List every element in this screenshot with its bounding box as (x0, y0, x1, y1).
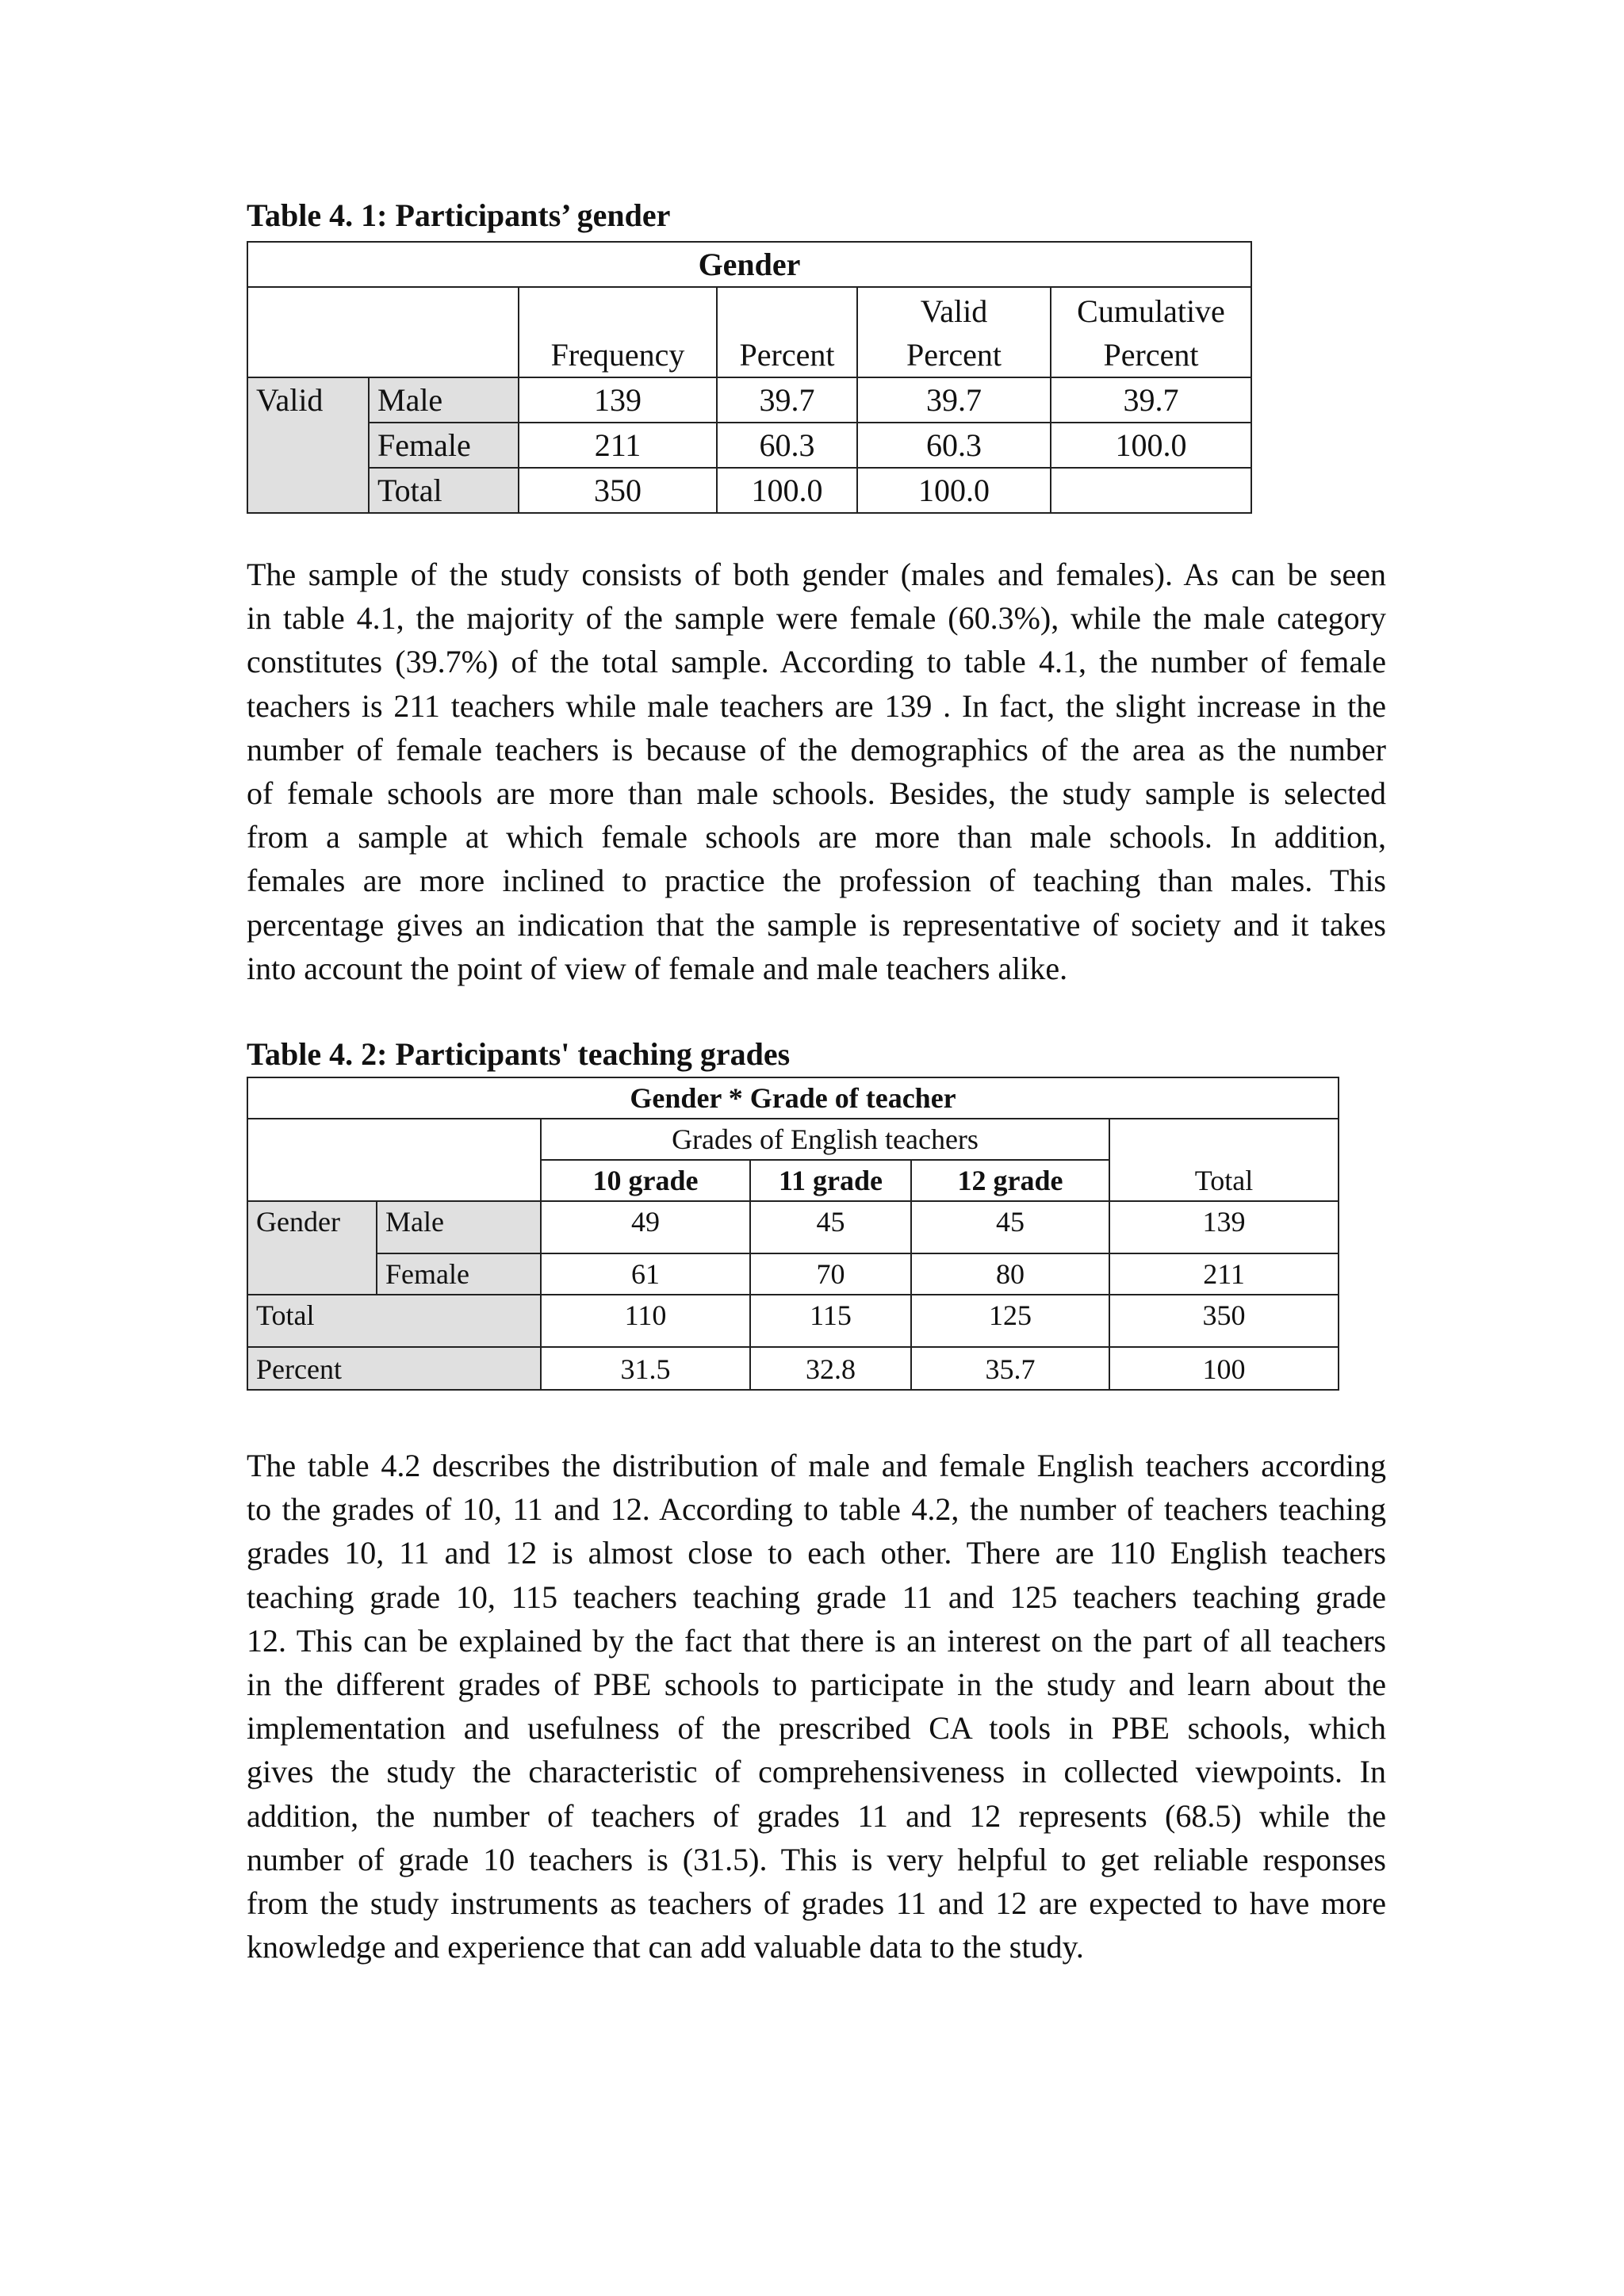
grade-11-column-header: 11 grade (750, 1160, 911, 1201)
text-line: females are more inclined to practice the profession of teaching than males. This (247, 863, 1386, 899)
text-line: in the different grades of PBE schools to participate in the study and learn about the (247, 1666, 1386, 1702)
text-line: into account the point of view of female and male teachers alike. (247, 950, 1068, 986)
row-label-male: Male (377, 1201, 541, 1253)
table-row (247, 423, 1251, 468)
cell: 31.5 (541, 1347, 750, 1390)
table-row (247, 377, 1251, 423)
cell: 100.0 (717, 468, 857, 513)
row-label-total: Total (247, 1295, 541, 1347)
cell: 39.7 (857, 377, 1051, 423)
gender-table (247, 241, 1252, 514)
table-row (247, 468, 1251, 513)
cell: 60.3 (717, 423, 857, 468)
text-line: from a sample at which female schools are more than male schools. In addition, (247, 819, 1386, 855)
grades-table (247, 1077, 1339, 1391)
cell: 115 (750, 1295, 911, 1347)
cell: 211 (1109, 1253, 1339, 1295)
grades-of-english-teachers-header: Grades of English teachers (541, 1119, 1109, 1160)
table1-caption: Table 4. 1: Participants’ gender (247, 197, 671, 233)
text-line: to the grades of 10, 11 and 12. According to table 4.2, the number of teachers teaching (247, 1491, 1386, 1528)
table-row (247, 1347, 1339, 1390)
table2-empty-corner (247, 1119, 541, 1201)
total-column-header: Total (1109, 1119, 1339, 1201)
cell: 139 (1109, 1201, 1339, 1253)
text-line: teachers is 211 teachers while male teachers are 139 . In fact, the slight increase in the (247, 687, 1386, 724)
row-label-total: Total (369, 468, 519, 513)
table1-column-header-row (247, 287, 1251, 377)
cell: 61 (541, 1253, 750, 1295)
text-line: number of grade 10 teachers is (31.5). This is very helpful to get reliable responses (247, 1841, 1386, 1877)
table1-header: Gender (247, 242, 1251, 287)
text-line: constitutes (39.7%) of the total sample. According to table 4.1, the number of female (247, 644, 1386, 680)
cell: 45 (750, 1201, 911, 1253)
paragraph-grades-discussion (247, 1444, 1386, 1969)
grade-12-column-header: 12 grade (911, 1160, 1109, 1201)
cell: 125 (911, 1295, 1109, 1347)
percent-column-header: Percent (717, 287, 857, 377)
text-line: in table 4.1, the majority of the sample were female (60.3%), while the male category (247, 600, 1386, 637)
text-line: The table 4.2 describes the distribution of male and female English teachers according (247, 1448, 1386, 1483)
cell (1051, 468, 1251, 513)
grade-10-column-header: 10 grade (541, 1160, 750, 1201)
text-line: gives the study the characteristic of comprehensiveness in collected viewpoints. In (247, 1754, 1386, 1790)
gender-group-label: Gender (247, 1201, 377, 1295)
text-line: The sample of the study consists of both gender (males and females). As can be seen (247, 557, 1386, 592)
valid-percent-column-header: Valid Percent (857, 287, 1051, 377)
row-label-male: Male (369, 377, 519, 423)
cell: 211 (519, 423, 717, 468)
cell: 100 (1109, 1347, 1339, 1390)
table-row (247, 1201, 1339, 1253)
text-line: percentage gives an indication that the sample is representative of society and it takes (247, 906, 1386, 943)
cell: 139 (519, 377, 717, 423)
text-line: grades 10, 11 and 12 is almost close to each other. There are 110 English teachers (247, 1535, 1386, 1571)
cell: 39.7 (717, 377, 857, 423)
frequency-column-header: Frequency (519, 287, 717, 377)
text-line: implementation and usefulness of the prescribed CA tools in PBE schools, which (247, 1710, 1386, 1747)
table2-subheader-row (247, 1119, 1339, 1160)
text-line: from the study instruments as teachers of grades 11 and 12 are expected to have more (247, 1885, 1386, 1921)
valid-group-label: Valid (247, 377, 369, 513)
cell: 39.7 (1051, 377, 1251, 423)
table1-empty-corner (247, 287, 519, 377)
table2-title-row (247, 1077, 1339, 1119)
paragraph-gender-discussion (247, 553, 1386, 990)
cell: 350 (519, 468, 717, 513)
text-line: teaching grade 10, 115 teachers teaching grade 11 and 125 teachers teaching grade (247, 1578, 1386, 1615)
cell: 49 (541, 1201, 750, 1253)
cell: 60.3 (857, 423, 1051, 468)
table2-header: Gender * Grade of teacher (247, 1077, 1339, 1119)
cell: 110 (541, 1295, 750, 1347)
cell: 350 (1109, 1295, 1339, 1347)
cumulative-percent-column-header: Cumulative Percent (1051, 287, 1251, 377)
table2-caption: Table 4. 2: Participants' teaching grades (247, 1036, 791, 1072)
table-row (247, 1253, 1339, 1295)
row-label-percent: Percent (247, 1347, 541, 1390)
text-line: number of female teachers is because of the demographics of the area as the number (247, 731, 1386, 767)
table-row (247, 1295, 1339, 1347)
text-line: knowledge and experience that can add valuable data to the study. (247, 1929, 1084, 1965)
cell: 80 (911, 1253, 1109, 1295)
cell: 100.0 (857, 468, 1051, 513)
row-label-female: Female (377, 1253, 541, 1295)
table1-title-row (247, 242, 1251, 287)
text-line: addition, the number of teachers of grades 11 and 12 represents (68.5) while the (247, 1797, 1386, 1834)
cell: 32.8 (750, 1347, 911, 1390)
text-line: 12. This can be explained by the fact that there is an interest on the part of all teachers (247, 1622, 1386, 1659)
row-label-female: Female (369, 423, 519, 468)
cell: 70 (750, 1253, 911, 1295)
cell: 100.0 (1051, 423, 1251, 468)
cell: 45 (911, 1201, 1109, 1253)
cell: 35.7 (911, 1347, 1109, 1390)
text-line: of female schools are more than male schools. Besides, the study sample is selected (247, 775, 1386, 811)
